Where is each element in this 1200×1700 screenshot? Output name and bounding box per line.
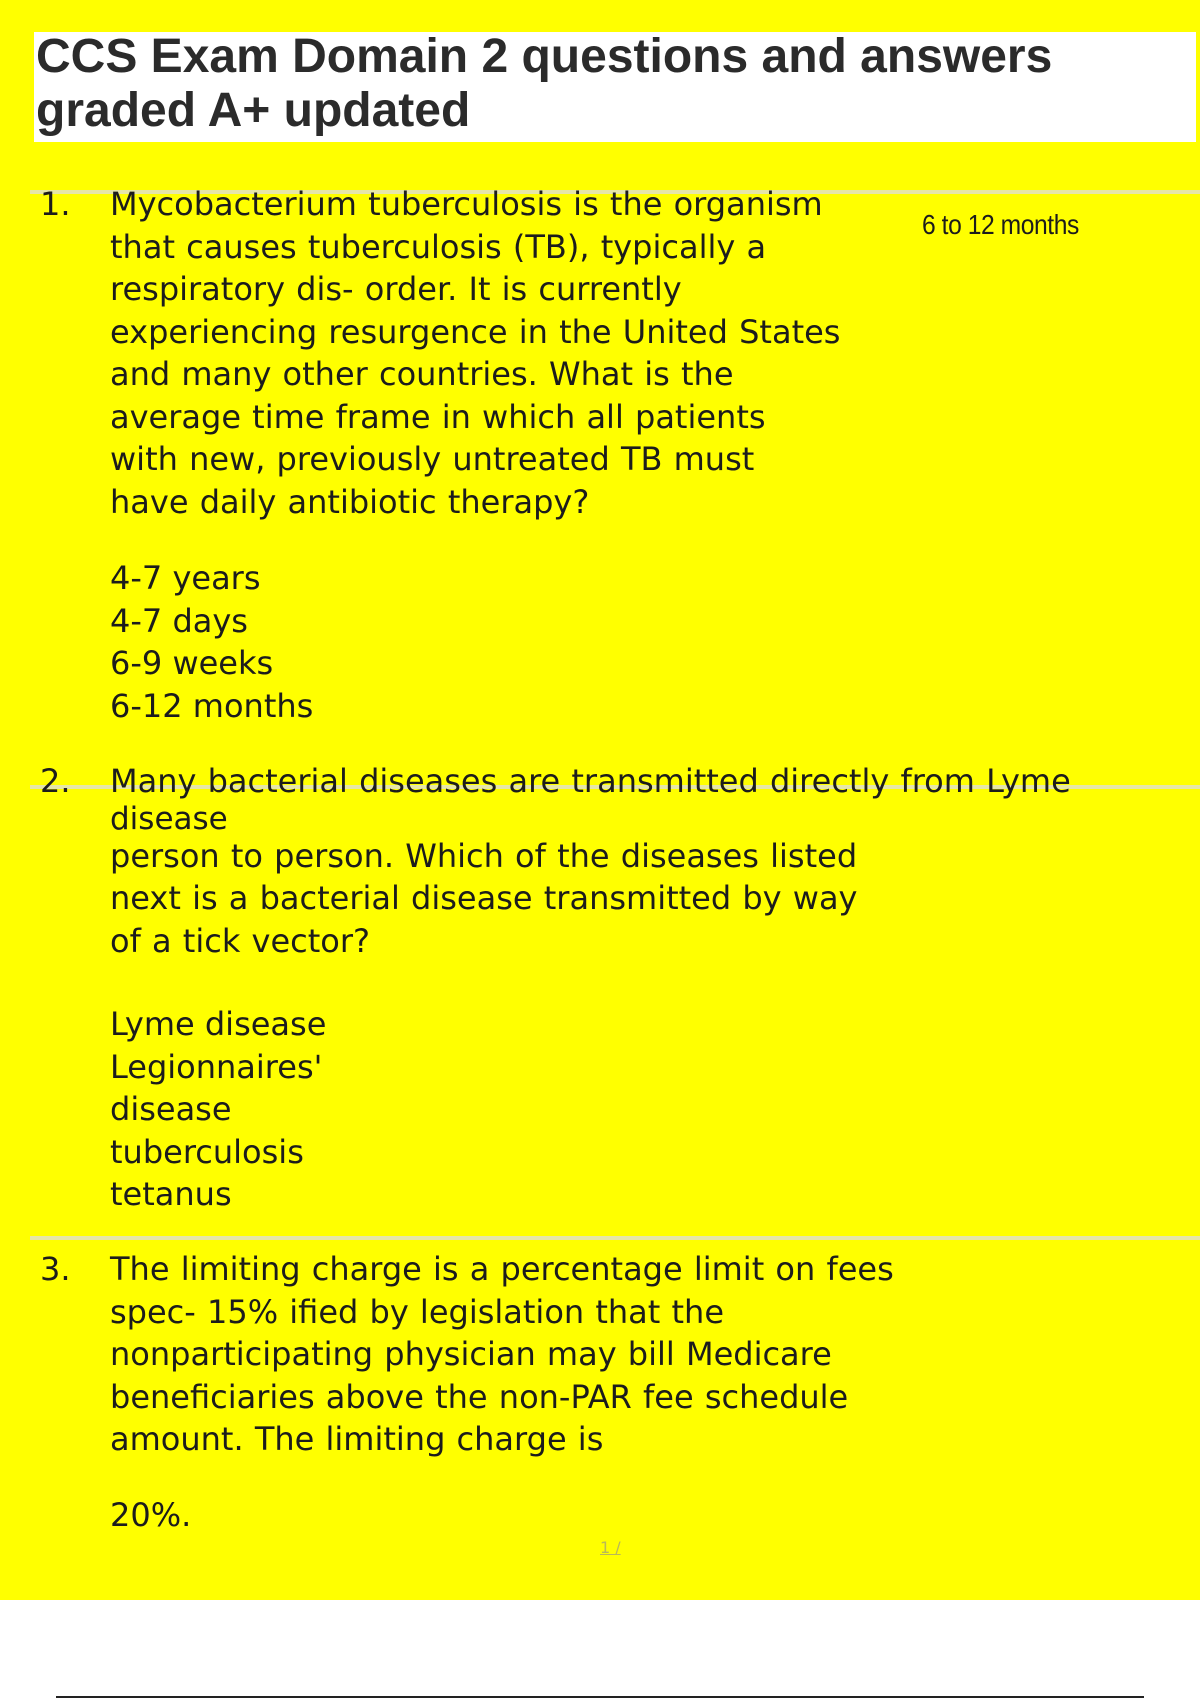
- question-line: of a tick vector?: [110, 921, 371, 960]
- question-line: beneficiaries above the non-PAR fee schedule: [110, 1377, 849, 1416]
- footer-rule: [56, 1696, 1144, 1698]
- question-line: respiratory dis- order. It is currently: [110, 270, 682, 308]
- question-line: person to person. Which of the diseases listed: [110, 836, 858, 875]
- question-text: [110, 183, 910, 523]
- question-line: spec- 15% ified by legislation that the: [110, 1292, 725, 1331]
- option-item: Lyme disease: [110, 1005, 327, 1043]
- document-title: CCS Exam Domain 2 questions and answers graded A+ updated: [36, 30, 1053, 137]
- answer-text: 6 to 12 months: [922, 209, 1079, 240]
- question-text: [110, 760, 1110, 962]
- question-text: [110, 1248, 910, 1461]
- question-line: experiencing resurgence in the United States: [110, 312, 841, 351]
- question-divider: [30, 1236, 1200, 1240]
- question-line: amount. The limiting charge is: [110, 1420, 604, 1458]
- option-item: disease: [110, 1090, 232, 1128]
- question-line: with new, previously untreated TB must: [110, 440, 755, 478]
- option-item: 6-9 weeks: [110, 644, 274, 682]
- option-item: Legionnaires': [110, 1047, 323, 1086]
- question-line: Mycobacterium tuberculosis is the organism: [110, 185, 823, 223]
- question-number: 1.: [40, 185, 71, 223]
- question-line: The limiting charge is a percentage limit on fees: [110, 1250, 894, 1288]
- option-item: tetanus: [110, 1175, 232, 1213]
- option-item: 6-12 months: [110, 686, 314, 725]
- page-number: 1 /: [600, 1538, 621, 1557]
- answer-options: [110, 1494, 191, 1537]
- question-line: average time frame in which all patients: [110, 397, 766, 436]
- option-item: 20%.: [110, 1496, 192, 1534]
- question-number: 2.: [40, 762, 71, 800]
- question-line: and many other countries. What is the: [110, 355, 734, 393]
- question-line: that causes tuberculosis (TB), typically a: [110, 227, 767, 266]
- option-item: tuberculosis: [110, 1132, 304, 1171]
- question-number: 3.: [40, 1250, 71, 1288]
- question-line: have daily antibiotic therapy?: [110, 482, 590, 521]
- option-item: 4-7 days: [110, 601, 248, 640]
- answer-options: [110, 557, 313, 727]
- question-line: nonparticipating physician may bill Medicare: [110, 1335, 832, 1373]
- question-line: next is a bacterial disease transmitted by way: [110, 879, 858, 917]
- option-item: 4-7 years: [110, 559, 261, 597]
- answer-options: [110, 1003, 326, 1216]
- question-line: disease: [110, 800, 228, 837]
- question-line: Many bacterial diseases are transmitted directly from Lyme: [110, 762, 1071, 800]
